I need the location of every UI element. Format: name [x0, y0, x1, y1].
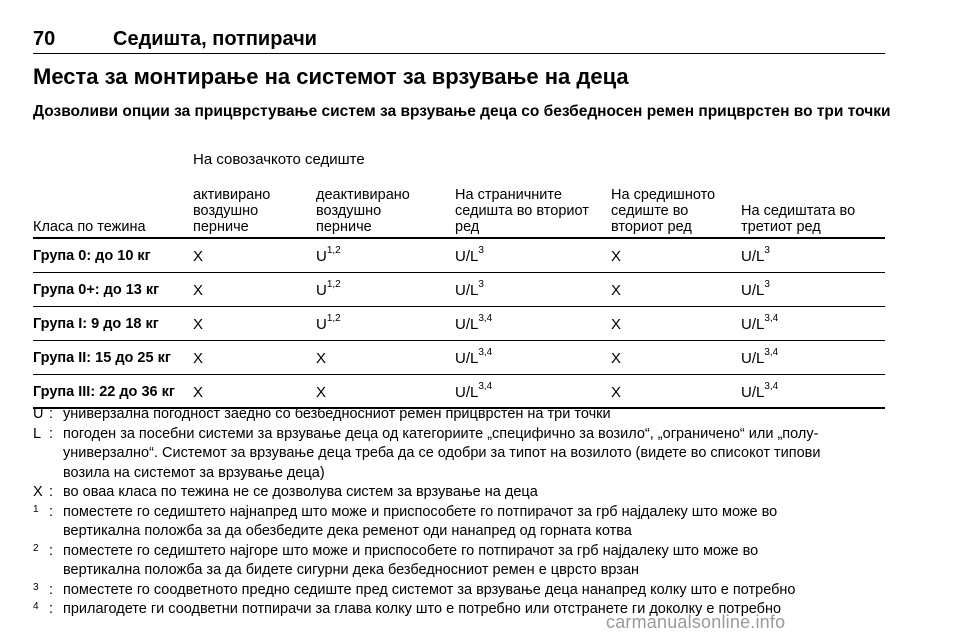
table-cell [193, 316, 203, 333]
table-cell [316, 245, 341, 265]
section-heading: Места за монтирање на системот за врзување на деца [33, 64, 629, 89]
cell-footnote-ref: 1,2 [326, 313, 341, 324]
footnote-key: 3 [33, 581, 39, 593]
cell-value: X [611, 350, 622, 367]
weight-class: Група 0+: до 13 кг [33, 282, 160, 298]
table-cell [741, 381, 779, 401]
footnote [33, 581, 893, 601]
header-title: Седишта, потпирачи [113, 28, 317, 50]
cell-value: U/L [741, 316, 765, 333]
weight-class: Група III: 22 до 36 кг [33, 384, 175, 400]
table-row [33, 341, 885, 375]
table-cell [193, 248, 203, 265]
cell-footnote-ref: 3,4 [478, 313, 493, 324]
section-subheading: Дозволиви опции за прицврстување систем за врзување деца со безбедносен ремен прицврстен во три точки [33, 103, 891, 120]
cell-value: U [316, 282, 327, 299]
cell-value: U/L [455, 282, 479, 299]
footnote-line: поместете го седиштето најнапред што може и приспособете го потпирачот за грб најдалеку што може во [63, 503, 778, 520]
table-cell [455, 381, 493, 401]
table-cell [193, 282, 203, 299]
cell-footnote-ref: 3,4 [478, 381, 493, 392]
footnote [33, 503, 893, 542]
column-header-3 [455, 187, 589, 235]
cell-value: X [193, 316, 204, 333]
table-cell [455, 347, 493, 367]
column-header-line: третиот ред [741, 219, 821, 235]
column-header-line: На седиштата во [741, 203, 856, 219]
column-header-line: деактивирано [316, 187, 410, 203]
column-header-line: активирано [193, 187, 271, 203]
footnote-colon: : [49, 601, 54, 617]
weight-class: Група 0: до 10 кг [33, 248, 151, 264]
table-cell [611, 248, 621, 265]
column-header-1 [193, 187, 270, 235]
footnote-key: 4 [33, 601, 39, 612]
weight-class: Група II: 15 до 25 кг [33, 350, 171, 366]
cell-value: X [611, 248, 622, 265]
cell-value: X [611, 282, 622, 299]
footnote-key: 2 [33, 542, 39, 554]
footnote-line: прилагодете ги соодветни потпирачи за глава колку што е потребно или отстранете ги доколку е потребно [63, 601, 782, 617]
cell-footnote-ref: 3 [764, 245, 770, 256]
cell-footnote-ref: 1,2 [326, 279, 341, 290]
table-cell [193, 350, 203, 367]
cell-value: X [193, 282, 204, 299]
footnote [33, 425, 893, 484]
cell-value: U [316, 248, 327, 265]
table-cell [316, 350, 326, 367]
column-header-line: седиште во [611, 203, 689, 219]
column-header-line: воздушно [316, 203, 382, 219]
column-header-2 [316, 187, 410, 235]
table-cell [316, 384, 326, 401]
footnote-colon: : [49, 484, 54, 500]
cell-value: X [611, 316, 622, 333]
footnotes [33, 405, 893, 620]
cell-value: U/L [741, 384, 765, 401]
footnote-line: поместете го седиштето најгоре што може и приспособете го потпирачот за грб најдалеку што може во [63, 542, 759, 559]
column-header-line: ред [455, 219, 480, 235]
column-header-line: вториот ред [611, 219, 692, 235]
table-row [33, 239, 885, 273]
footnote-colon: : [49, 425, 54, 442]
cell-footnote-ref: 3,4 [764, 313, 779, 324]
table-cell [741, 313, 779, 333]
cell-value: U/L [741, 248, 765, 265]
footnote-key: L [33, 425, 42, 442]
footnote-colon: : [49, 503, 54, 520]
footnote-line: универзална погодност заедно со безбедносниот ремен прицврстен на три точки [63, 406, 611, 422]
cell-footnote-ref: 3 [478, 279, 484, 290]
table-row [33, 307, 885, 341]
column-header-4 [611, 187, 715, 235]
watermark: carmanualsonline.info [606, 612, 786, 632]
column-header-line: седишта во вториот [455, 203, 589, 219]
footnote-colon: : [49, 406, 54, 422]
cell-footnote-ref: 3,4 [764, 347, 779, 358]
column-header-line: На средишното [611, 187, 716, 203]
cell-value: X [611, 384, 622, 401]
footnote-line: во оваа класа по тежина не се дозволува систем за врзување на деца [63, 484, 538, 500]
footnote [33, 405, 893, 425]
cell-value: X [316, 384, 327, 401]
table-cell [455, 313, 493, 333]
table-cell [741, 245, 770, 265]
footnote [33, 483, 893, 503]
column-header-5 [741, 203, 855, 235]
table-cell [741, 347, 779, 367]
footnote-line: поместете го соодветното предно седиште пред системот за врзување деца нанапред колку што е потребно [63, 581, 796, 598]
column-header-line: Класа по тежина [33, 219, 146, 235]
cell-value: U/L [455, 248, 479, 265]
page-header [33, 28, 885, 54]
footnote-line: вертикална положба за да обезбедите дека ременот оди нанапред од горната котва [63, 523, 632, 539]
footnote-line: возила на системот за врзување деца) [63, 464, 325, 481]
table-row [33, 375, 885, 409]
cell-value: U/L [455, 384, 479, 401]
table-cell [741, 279, 770, 299]
table-cell [611, 282, 621, 299]
cell-value: U/L [741, 350, 765, 367]
table-cell [611, 384, 621, 401]
footnote-colon: : [49, 581, 54, 598]
cell-value: X [193, 350, 204, 367]
cell-value: U/L [455, 350, 479, 367]
column-header-line: перниче [316, 219, 372, 235]
cell-footnote-ref: 3,4 [764, 381, 779, 392]
footnote-line: вертикална положба за да бидете сигурни дека безбедносниот ремен е цврсто врзан [63, 562, 640, 578]
front-passenger-seat-label: На совозачкото седиште [193, 151, 365, 168]
cell-value: X [193, 248, 204, 265]
footnote-line: универзално“. Системот за врзување деца треба да се одобри за типот на возилото (видете во списокот типови [63, 445, 821, 461]
cell-footnote-ref: 3,4 [478, 347, 493, 358]
table-row [33, 273, 885, 307]
cell-footnote-ref: 3 [764, 279, 770, 290]
table-cell [611, 316, 621, 333]
table-cell [455, 245, 484, 265]
footnote-key: X [33, 484, 43, 500]
table-cell [316, 313, 341, 333]
cell-footnote-ref: 3 [478, 245, 484, 256]
column-header-0 [33, 219, 146, 235]
table-cell [193, 384, 203, 401]
footnote-key: U [33, 406, 44, 422]
column-header-line: воздушно [193, 203, 259, 219]
cell-footnote-ref: 1,2 [326, 245, 341, 256]
footnote [33, 542, 893, 581]
cell-value: U/L [741, 282, 765, 299]
table-cell [611, 350, 621, 367]
table-cell [455, 279, 484, 299]
cell-value: U [316, 316, 327, 333]
page-number: 70 [33, 28, 56, 50]
footnote-line: погоден за посебни системи за врзување деца од категориите „специфично за возило“, „ограничено“ или „полу- [63, 425, 819, 442]
column-header-line: перниче [193, 219, 249, 235]
table-cell [316, 279, 341, 299]
cell-value: X [193, 384, 204, 401]
footnote-key: 1 [33, 503, 39, 515]
footnote-colon: : [49, 542, 54, 559]
column-header-line: На страничните [455, 187, 562, 203]
cell-value: X [316, 350, 327, 367]
weight-class: Група I: 9 до 18 кг [33, 316, 159, 332]
cell-value: U/L [455, 316, 479, 333]
